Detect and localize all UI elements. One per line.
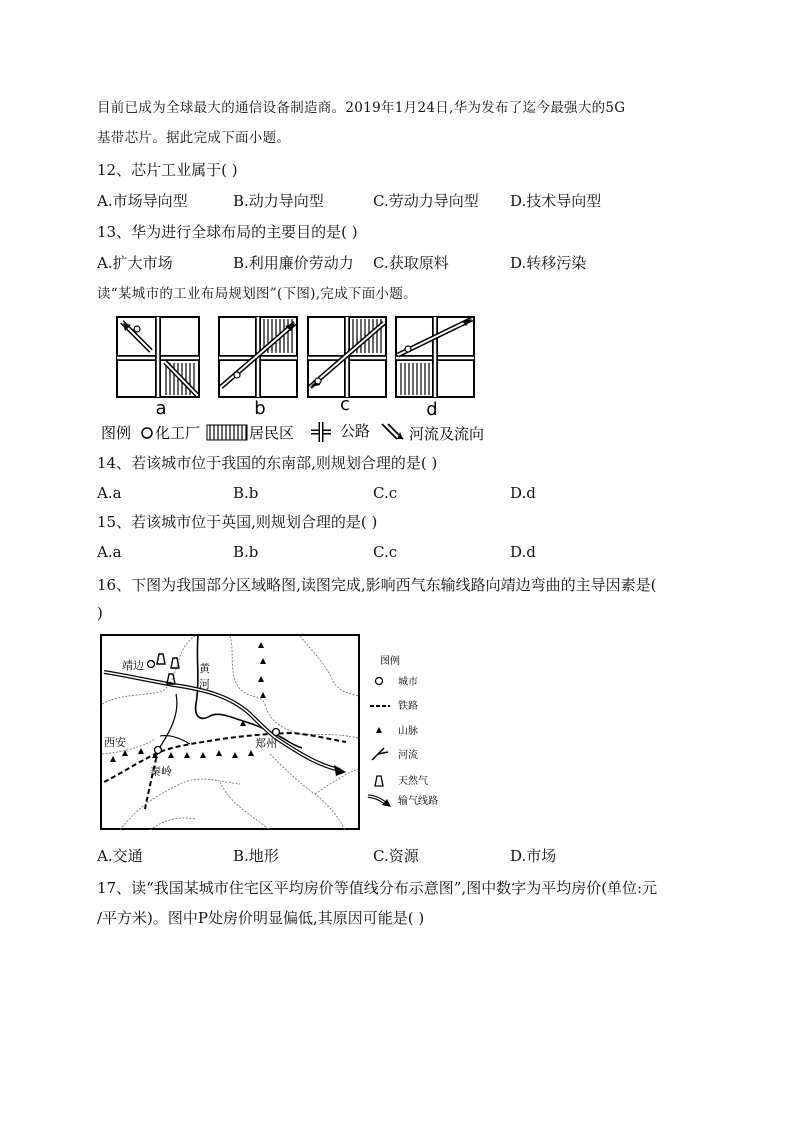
label-jingbian: 靖边 (122, 659, 144, 672)
q12-option-a: A.市场导向型 (97, 192, 188, 210)
q13-option-c: C.获取原料 (373, 254, 449, 272)
legend-pipeline-icon (368, 796, 391, 807)
label-river-2: 河 (199, 678, 210, 691)
intro-line-2: 基带芯片。据此完成下面小题。 (97, 130, 291, 146)
q16-option-d: D.市场 (510, 847, 557, 865)
q16-option-b: B.地形 (233, 847, 279, 865)
map-legend-river: 河流 (398, 750, 418, 761)
q12-option-d: D.技术导向型 (510, 192, 602, 210)
legend-road: 公路 (340, 422, 371, 440)
panel-label-c: c (340, 394, 350, 415)
road-legend-icon (311, 422, 331, 442)
city-xian-icon (155, 747, 162, 754)
q15-option-c: C.c (373, 543, 398, 561)
legend-mountain-icon (376, 727, 382, 733)
chemical-plant-icon (234, 372, 240, 378)
q15-option-a: A.a (97, 543, 122, 561)
q13-option-b: B.利用廉价劳动力 (233, 254, 354, 272)
q12-option-b: B.动力导向型 (233, 192, 324, 210)
read-intro: 读“某城市的工业布局规划图”(下图),完成下面小题。 (97, 286, 417, 302)
q16-stem-line-1: 16、下图为我国部分区域略图,读图完成,影响西气东输线路向靖边弯曲的主导因素是( (97, 576, 657, 594)
legend-river: 河流及流向 (409, 425, 485, 443)
chemical-plant-icon (134, 326, 140, 332)
map-legend-railway: 铁路 (398, 701, 418, 712)
intro-line-1: 目前已成为全球最大的通信设备制造商。2019年1月24日,华为发布了迄今最强大的5G (97, 100, 626, 116)
city-jingbian-icon (148, 661, 155, 668)
label-river-1: 黄 (199, 662, 210, 675)
map-legend-title: 图例 (380, 656, 400, 667)
residential-area (398, 363, 431, 395)
residential-legend-icon (207, 425, 247, 440)
panel-d (396, 317, 474, 397)
q16-option-c: C.资源 (373, 847, 419, 865)
panel-label-d: d (426, 399, 438, 420)
legend-river-icon (372, 748, 388, 760)
map-legend-pipeline: 输气线路 (398, 796, 438, 807)
panel-label-b: b (254, 398, 266, 419)
chemical-plant-icon (315, 378, 321, 384)
panel-a (117, 317, 199, 397)
q14-option-a: A.a (97, 484, 122, 502)
q17-stem-line-2: /平方米)。图中P处房价明显偏低,其原因可能是( ) (97, 909, 425, 927)
map-legend-mountain: 山脉 (398, 726, 418, 737)
q15-option-b: B.b (233, 543, 259, 561)
panel-label-a: a (155, 398, 167, 419)
q13-option-d: D.转移污染 (510, 254, 587, 272)
label-xian: 西安 (104, 736, 126, 749)
q14-option-d: D.d (510, 484, 536, 502)
map-legend-city: 城市 (398, 677, 418, 688)
label-zhengzhou: 郑州 (255, 737, 277, 750)
q12-option-c: C.劳动力导向型 (373, 192, 479, 210)
q13-stem: 13、华为进行全球布局的主要目的是( ) (97, 223, 358, 241)
chemical-plant-legend-icon (142, 428, 152, 438)
q16-stem-line-2: ) (97, 604, 103, 622)
q15-option-d: D.d (510, 543, 536, 561)
q16-option-a: A.交通 (97, 847, 143, 865)
industrial-layout-figure (97, 312, 517, 447)
panel-b (219, 317, 297, 397)
map-legend-gas: 天然气 (398, 776, 428, 787)
q17-stem-line-1: 17、读“我国某城市住宅区平均房价等值线分布示意图”,图中数字为平均房价(单位:元 (97, 879, 658, 897)
q14-stem: 14、若该城市位于我国的东南部,则规划合理的是( ) (97, 454, 438, 472)
river-legend-icon (382, 424, 403, 439)
q14-option-c: C.c (373, 484, 398, 502)
q12-stem: 12、芯片工业属于( ) (97, 161, 238, 179)
region-map-figure (100, 634, 450, 832)
panel-c (308, 317, 386, 397)
q14-option-b: B.b (233, 484, 259, 502)
legend-city-icon (376, 678, 383, 685)
legend-chemical-plant: 化工厂 (155, 424, 201, 442)
legend-gas-icon (375, 776, 383, 786)
q13-option-a: A.扩大市场 (97, 254, 173, 272)
label-qinling: 秦岭 (150, 765, 172, 778)
legend-residential: 居民区 (249, 424, 295, 442)
q15-stem: 15、若该城市位于英国,则规划合理的是( ) (97, 513, 378, 531)
figure1-legend-title: 图例 (101, 424, 132, 442)
chemical-plant-icon (405, 346, 411, 352)
city-zhengzhou-icon (273, 729, 280, 736)
